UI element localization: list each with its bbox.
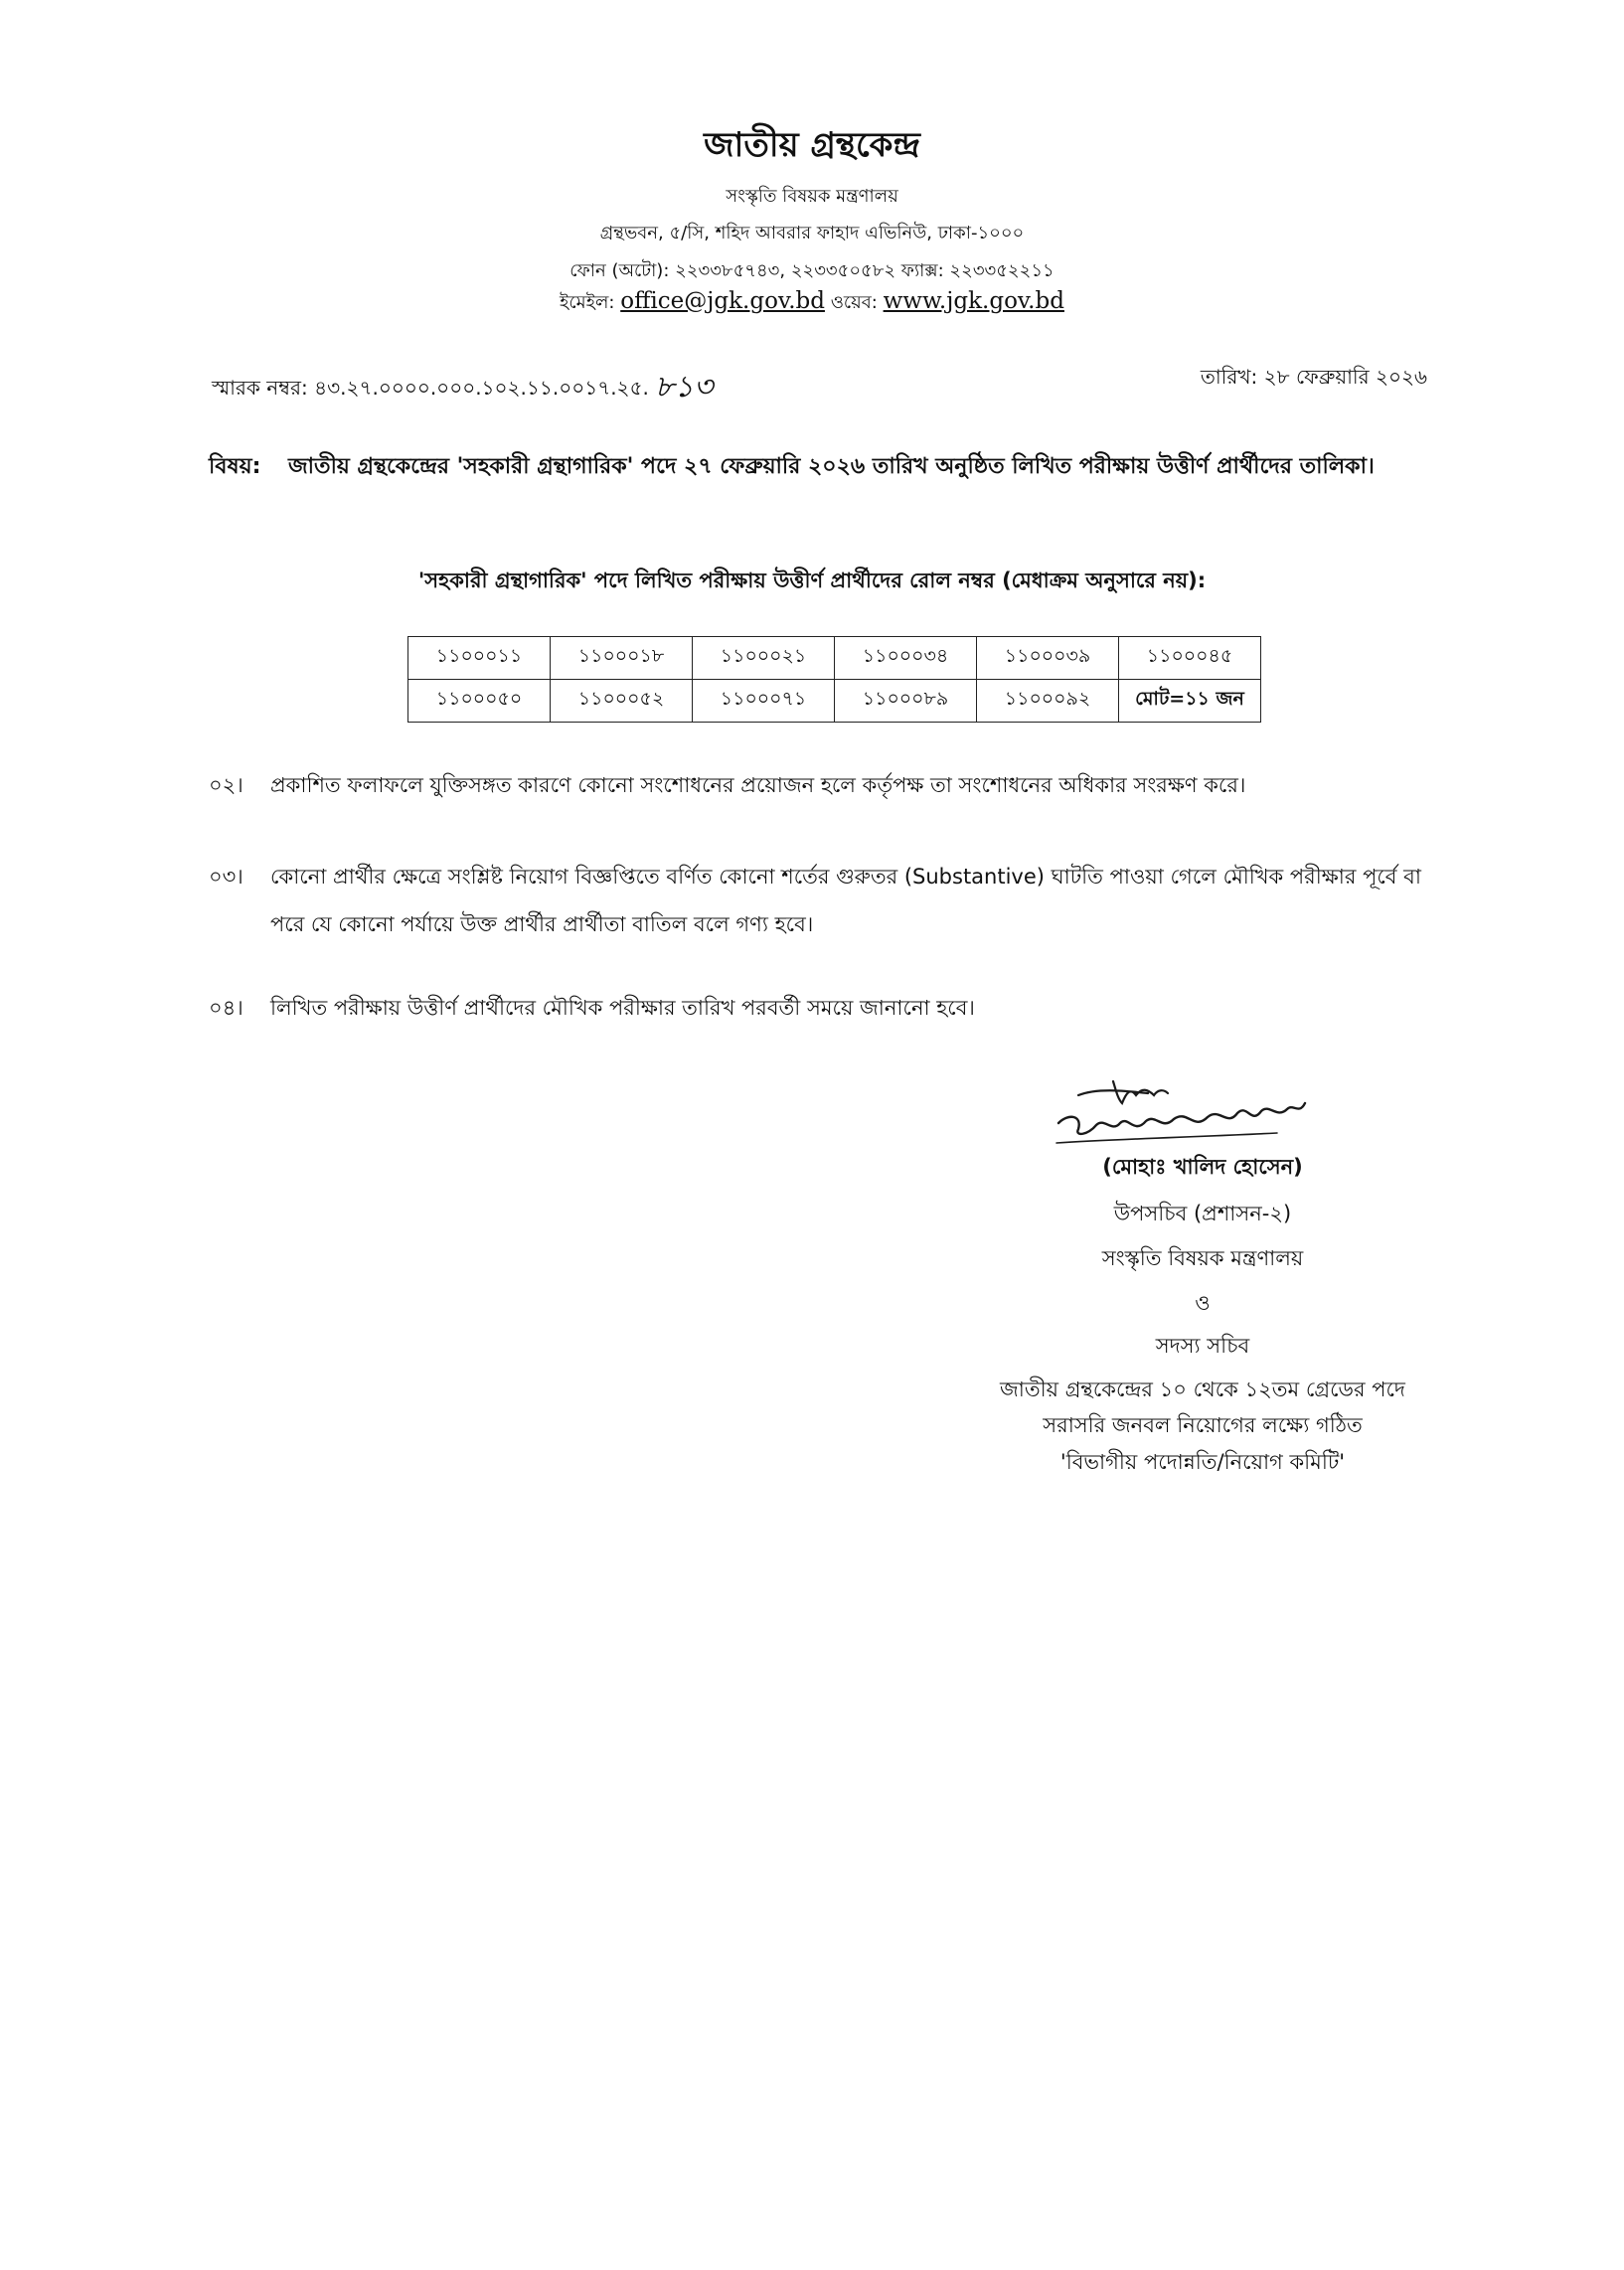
memo-number: [212, 363, 713, 413]
committee-line-2: সরাসরি জনবল নিয়োগের লক্ষ্যে গঠিত: [1043, 1413, 1363, 1437]
paragraph-text: প্রকাশিত ফলাফলে যুক্তিসঙ্গত কারণে কোনো সংশোধনের প্রয়োজন হলে কর্তৃপক্ষ তা সংশোধনের অধিকার সংরক্ষণ করে।: [270, 773, 1246, 797]
phone-fax-line: ফোন (অটো): ২২৩৩৮৫৭৪৩, ২২৩৩৫০৫৮২ ফ্যাক্স: ২২৩৩৫২২১১: [569, 260, 1055, 281]
roll-number-cell: ১১০০০৩৪: [835, 637, 977, 680]
committee-line-3: 'বিভাগীয় পদোন্নতি/নিয়োগ কমিটি': [1059, 1450, 1346, 1474]
web-label: ওয়েব:: [830, 292, 878, 313]
paragraph-number: ০২।: [209, 773, 244, 797]
memo-handwritten-suffix: ৮১৩: [654, 370, 714, 405]
table-row: [408, 680, 1261, 723]
subject-label: বিষয়:: [209, 454, 261, 479]
memo-label: স্মারক নম্বর:: [212, 376, 308, 400]
roll-number-cell: ১১০০০৫২: [551, 680, 693, 723]
signatory-name: (মোহাঃ খালিদ হোসেন): [1102, 1155, 1303, 1179]
memo-value: ৪৩.২৭.০০০০.০০০.১০২.১১.০০১৭.২৫.: [314, 376, 649, 400]
roll-number-cell: ১১০০০১৮: [551, 637, 693, 680]
paragraph-02: [209, 761, 1441, 809]
address-line: গ্রন্থভবন, ৫/সি, শহিদ আবরার ফাহাদ এভিনিউ, ঢাকা-১০০০: [599, 223, 1025, 243]
subject-block: [209, 447, 1451, 487]
email-link[interactable]: office@jgk.gov.bd: [620, 288, 825, 314]
website-link[interactable]: www.jgk.gov.bd: [883, 288, 1064, 314]
table-row: [408, 637, 1261, 680]
memo-date: [1201, 363, 1427, 396]
email-label: ইমেইল:: [560, 292, 615, 313]
paragraph-number: ০৩।: [209, 865, 244, 889]
signatory-role: সদস্য সচিব: [1155, 1334, 1250, 1358]
roll-number-table: [407, 636, 1261, 723]
total-count-cell: মোট=১১ জন: [1119, 680, 1261, 723]
roll-number-cell: ১১০০০৭১: [693, 680, 835, 723]
paragraph-03: [209, 853, 1441, 948]
date-value: ২৮ ফেব্রুয়ারি ২০২৬: [1263, 365, 1427, 389]
roll-number-cell: ১১০০০২১: [693, 637, 835, 680]
roll-list-heading: 'সহকারী গ্রন্থাগারিক' পদে লিখিত পরীক্ষায় উত্তীর্ণ প্রার্থীদের রোল নম্বর (মেধাক্রম অনুসারে নয়):: [417, 568, 1207, 592]
roll-number-cell: ১১০০০১১: [408, 637, 551, 680]
handwritten-signature: [1039, 1073, 1327, 1153]
organization-title: জাতীয় গ্রন্থকেন্দ্র: [704, 125, 920, 165]
roll-number-cell: ১১০০০৩৯: [977, 637, 1119, 680]
date-label: তারিখ:: [1200, 365, 1258, 389]
ministry-line: সংস্কৃতি বিষয়ক মন্ত্রণালয়: [726, 186, 898, 207]
paragraph-text: কোনো প্রার্থীর ক্ষেত্রে সংশ্লিষ্ট নিয়োগ বিজ্ঞপ্তিতে বর্ণিত কোনো শর্তের গুরুতর (Substantive) ঘাটতি পাওয়া গেলে মৌখিক পরীক্ষার পূর্বে বা পরে যে কোনো পর্যায়ে উক্ত প্রার্থীর প্রার্থীতা বাতিল বলে গণ্য হবে।: [270, 865, 1421, 936]
roll-number-cell: ১১০০০৪৫: [1119, 637, 1261, 680]
paragraph-04: [209, 984, 1441, 1032]
roll-number-cell: ১১০০০৯২: [977, 680, 1119, 723]
roll-number-cell: ১১০০০৫০: [408, 680, 551, 723]
signatory-conjunction: ও: [1195, 1291, 1211, 1315]
signatory-designation: উপসচিব (প্রশাসন-২): [1113, 1202, 1292, 1225]
contact-line: [0, 288, 1624, 319]
roll-number-cell: ১১০০০৮৯: [835, 680, 977, 723]
signatory-ministry: সংস্কৃতি বিষয়ক মন্ত্রণালয়: [1101, 1246, 1304, 1270]
paragraph-number: ০৪।: [209, 996, 244, 1020]
subject-text: জাতীয় গ্রন্থকেন্দ্রের 'সহকারী গ্রন্থাগারিক' পদে ২৭ ফেব্রুয়ারি ২০২৬ তারিখ অনুষ্ঠিত লিখিত পরীক্ষায় উত্তীর্ণ প্রার্থীদের তালিকা।: [288, 454, 1375, 479]
paragraph-text: লিখিত পরীক্ষায় উত্তীর্ণ প্রার্থীদের মৌখিক পরীক্ষার তারিখ পরবর্তী সময়ে জানানো হবে।: [270, 996, 975, 1020]
committee-line-1: জাতীয় গ্রন্থকেন্দ্রের ১০ থেকে ১২তম গ্রেডের পদে: [1000, 1378, 1405, 1401]
